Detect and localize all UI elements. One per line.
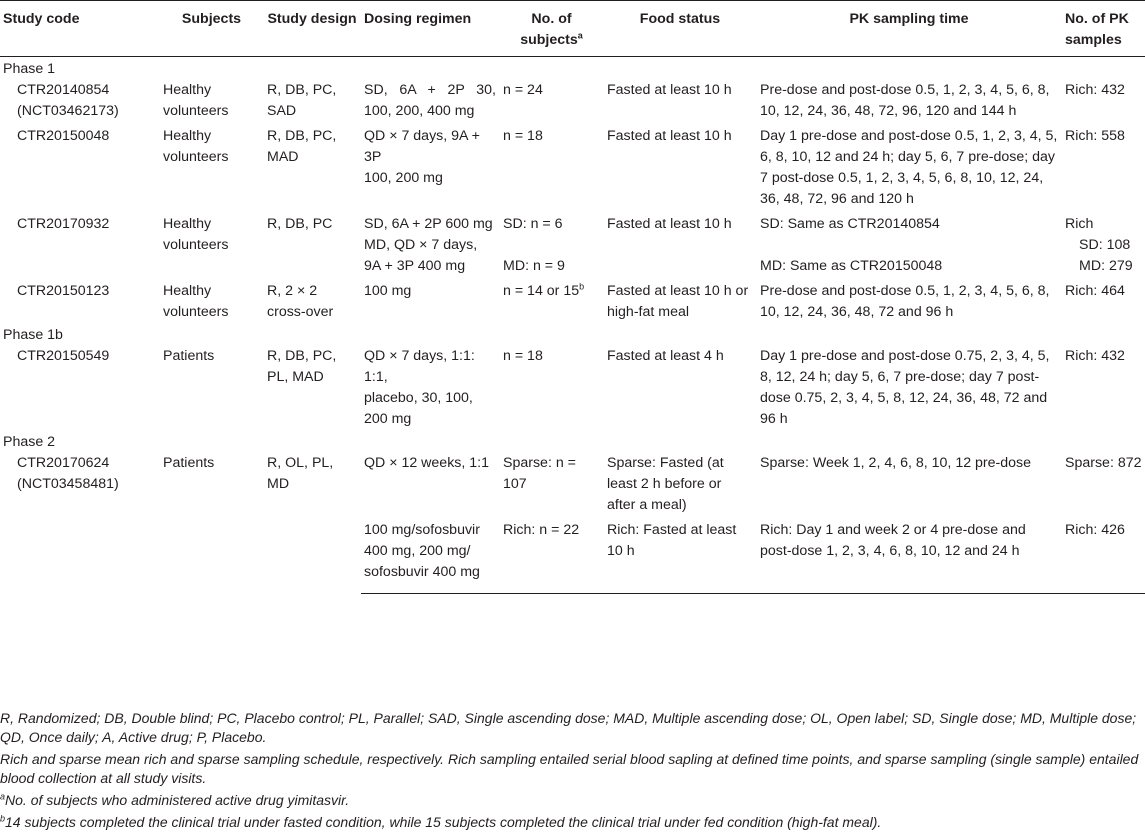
samples-rich: Rich [1065, 216, 1094, 232]
study-code: CTR20140854 [17, 82, 110, 98]
study-code: CTR20150123 [17, 283, 110, 299]
samples-sparse-cell: Sparse: 872 [1065, 455, 1142, 471]
dosing-cell [361, 346, 500, 430]
food-sparse-cell: Sparse: Fasted (at least 2 h before or after a meal) [607, 455, 724, 513]
header-food-status: Food status [604, 1, 757, 57]
pk-sd: SD: Same as CTR20140854 [760, 216, 940, 232]
n-cell: n = 18 [503, 348, 543, 364]
pk-samples-cell [1062, 210, 1145, 277]
n-cell: n = 24 [503, 82, 543, 98]
n-text: n = 14 or 15 [503, 283, 580, 299]
n-md: MD: n = 9 [503, 258, 565, 274]
dosing-cell: 100 mg [364, 283, 412, 299]
dosing-md: MD, QD × 7 days, 9A + 3P 400 mg [364, 237, 478, 274]
n-sd: SD: n = 6 [503, 216, 563, 232]
food-cell: Fasted at least 10 h or high-fat meal [607, 283, 749, 320]
nct-code: (NCT03462173) [17, 103, 119, 119]
header-no-subjects-sup: a [577, 30, 583, 41]
phase-1-label: Phase 1 [3, 61, 56, 77]
subjects-cell: Healthy volunteers [163, 82, 229, 119]
pk-samples-cell: Rich: 432 [1065, 348, 1125, 364]
n-rich-cell: Rich: n = 22 [500, 516, 604, 594]
header-row [0, 1, 1145, 57]
phase-row-2 [0, 430, 1145, 453]
pk-time-cell [757, 210, 1062, 277]
header-pk-sampling-time: PK sampling time [757, 1, 1062, 57]
phase-row-1b [0, 323, 1145, 346]
n-cell [500, 210, 604, 277]
header-no-pk-samples: No. of PK samples [1062, 1, 1145, 57]
study-code: CTR20150048 [17, 128, 110, 144]
n-cell: n = 18 [503, 128, 543, 144]
phase-1b-label: Phase 1b [3, 327, 63, 343]
dosing-cell [361, 210, 500, 277]
header-no-subjects-text: No. of subjects [520, 11, 578, 48]
nct-code: (NCT03458481) [17, 476, 119, 492]
header-subjects: Subjects [160, 1, 264, 57]
design-cell: R, DB, PC, MAD [267, 128, 337, 165]
table-footnotes [0, 709, 1145, 835]
pk-samples-cell: Rich: 432 [1065, 82, 1125, 98]
footnote-b-ref: b [579, 281, 585, 292]
samples-rich-cell: Rich: 426 [1062, 516, 1145, 594]
table-row [0, 277, 1145, 323]
food-cell: Fasted at least 4 h [607, 348, 724, 364]
pk-time-cell: Pre-dose and post-dose 0.5, 1, 2, 3, 4, 5, 6, 8, 10, 12, 24, 36, 48, 72 and 96 h [760, 283, 1050, 320]
design-cell: R, DB, PC, PL, MAD [267, 348, 337, 385]
pk-samples-cell: Rich: 464 [1065, 283, 1125, 299]
table-row [0, 210, 1145, 277]
subjects-cell: Healthy volunteers [163, 216, 229, 253]
pk-sparse-cell: Sparse: Week 1, 2, 4, 6, 8, 10, 12 pre-dose [760, 455, 1032, 471]
food-cell: Fasted at least 10 h [607, 82, 732, 98]
header-dosing-regimen: Dosing regimen [361, 1, 500, 57]
table-row [0, 122, 1145, 210]
design-cell: R, DB, PC [267, 216, 333, 232]
study-code: CTR20150549 [17, 348, 110, 364]
design-cell: R, OL, PL, MD [267, 455, 334, 492]
footnote-sampling: Rich and sparse mean rich and sparse sampling schedule, respectively. Rich sampling entailed serial blood sapling at defined time points, and sparse sampling (single sample) entailed blood collection at all study visits. [0, 751, 1139, 786]
table-row [0, 453, 1145, 516]
study-code: CTR20170932 [17, 216, 110, 232]
pk-time-cell: Pre-dose and post-dose 0.5, 1, 2, 3, 4, 5, 6, 8, 10, 12, 24, 36, 48, 72, 96, 120 and 144 h [760, 82, 1050, 119]
n-cell [500, 277, 604, 323]
footnote-b-mark: b [0, 813, 6, 824]
footnote-a-text: No. of subjects who administered active drug yimitasvir. [5, 792, 350, 808]
dosing-cell [361, 122, 500, 210]
dosing-sd: SD, 6A + 2P 600 mg [364, 216, 493, 232]
subjects-cell: Healthy volunteers [163, 128, 229, 165]
pk-rich-cell: Rich: Day 1 and week 2 or 4 pre-dose and post-dose 1, 2, 3, 4, 6, 8, 10, 12 and 24 h [757, 516, 1062, 594]
dosing-line: QD × 7 days, 9A + 3P [364, 128, 480, 165]
dosing-cell: QD × 12 weeks, 1:1 [364, 455, 489, 471]
dosing-line: 100, 200 mg [364, 170, 443, 186]
design-cell: R, DB, PC, SAD [267, 82, 337, 119]
subjects-cell: Patients [163, 348, 215, 364]
pk-md: MD: Same as CTR20150048 [760, 258, 943, 274]
design-cell: R, 2 × 2 cross-over [267, 283, 334, 320]
n-sparse-cell: Sparse: n = 107 [503, 455, 576, 492]
footnote-a [0, 791, 1145, 810]
pk-time-cell: Day 1 pre-dose and post-dose 0.5, 1, 2, 3, 4, 5, 6, 8, 10, 12 and 24 h; day 5, 6, 7 pre-dose; day 7 post-dose 0.5, 1, 2, 3, 4, 5, 6, 8, 10, 12, 24, 36, 48, 72, 96 and 120 h [760, 128, 1058, 207]
study-code: CTR20170624 [17, 455, 110, 471]
footnote-abbreviations: R, Randomized; DB, Double blind; PC, Placebo control; PL, Parallel; SAD, Single ascending dose; MAD, Multiple ascending dose; OL, Open label; SD, Single dose; MD, Multiple dose; QD, Once daily; A, Active drug; P, Placebo. [0, 710, 1137, 745]
food-cell: Fasted at least 10 h [607, 216, 732, 232]
header-no-subjects [500, 1, 604, 57]
header-study-design: Study design [264, 1, 361, 57]
phase-2-label: Phase 2 [3, 434, 56, 450]
dosing-cell: 100 mg/sofosbuvir 400 mg, 200 mg/ sofosbuvir 400 mg [361, 516, 500, 594]
pk-time-cell: Day 1 pre-dose and post-dose 0.75, 2, 3, 4, 5, 8, 12, 24 h; day 5, 6, 7 pre-dose; day 7 post-dose 0.75, 2, 3, 4, 5, 8, 12, 24, 36, 48, 72 and 96 h [760, 348, 1050, 427]
subjects-cell: Patients [163, 455, 215, 471]
dosing-line: QD × 7 days, 1:1: 1:1, [364, 348, 475, 385]
samples-sd: SD: 108 [1079, 237, 1131, 253]
footnote-b-text: 14 subjects completed the clinical trial under fasted condition, while 15 subjects completed the clinical trial under fed condition (high-fat meal). [5, 814, 882, 830]
food-rich-cell: Rich: Fasted at least 10 h [604, 516, 757, 594]
study-code-cell [0, 453, 160, 594]
pk-samples-cell: Rich: 558 [1065, 128, 1125, 144]
subjects-cell: Healthy volunteers [163, 283, 229, 320]
food-cell: Fasted at least 10 h [607, 128, 732, 144]
study-code-cell [0, 80, 160, 122]
header-study-code: Study code [0, 1, 160, 57]
footnote-b [0, 813, 1145, 832]
phase-row-1 [0, 57, 1145, 81]
dosing-line: placebo, 30, 100, 200 mg [364, 390, 473, 427]
dosing-cell: SD, 6A + 2P 30, 100, 200, 400 mg [364, 82, 496, 119]
footnote-a-mark: a [0, 791, 6, 802]
samples-md: MD: 279 [1079, 258, 1133, 274]
table-row [0, 80, 1145, 122]
table-row [0, 346, 1145, 430]
